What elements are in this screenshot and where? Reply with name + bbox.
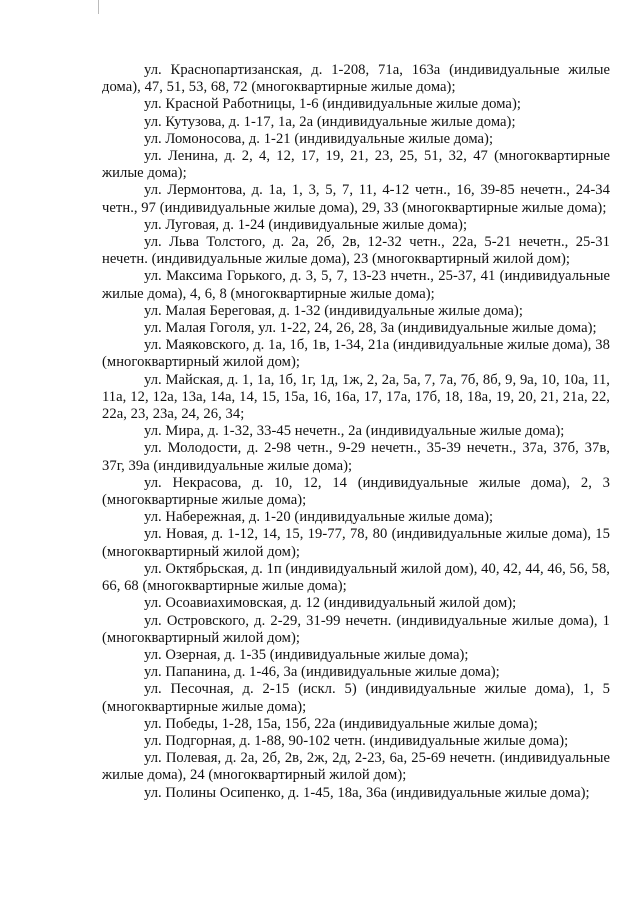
street-entry: ул. Набережная, д. 1-20 (индивидуальные жилые дома);	[144, 509, 494, 526]
street-entry: ул. Льва Толстого, д. 2а, 2б, 2в, 12-32 четн., 22а, 5-21 нечетн., 25-31 нечетн. (индивидуальные жилые дома), 23 (многоквартирный жилой дом);	[102, 234, 610, 268]
document-body	[102, 62, 610, 802]
street-entry: ул. Кутузова, д. 1-17, 1а, 2а (индивидуальные жилые дома);	[144, 113, 516, 130]
street-entry: ул. Ленина, д. 2, 4, 12, 17, 19, 21, 23, 25, 51, 32, 47 (многоквартирные жилые дома);	[102, 148, 610, 182]
street-entry: ул. Краснопартизанская, д. 1-208, 71а, 163а (индивидуальные жилые дома), 47, 51, 53, 68, 72 (многоквартирные жилые дома);	[102, 62, 610, 96]
street-entry: ул. Мира, д. 1-32, 33-45 нечетн., 2а (индивидуальные жилые дома);	[144, 423, 565, 440]
street-entry: ул. Новая, д. 1-12, 14, 15, 19-77, 78, 80 (индивидуальные жилые дома), 15 (многоквартирный жилой дом);	[102, 526, 610, 560]
street-entry: ул. Малая Гоголя, ул. 1-22, 24, 26, 28, 3а (индивидуальные жилые дома);	[144, 320, 597, 337]
street-entry: ул. Островского, д. 2-29, 31-99 нечетн. (индивидуальные жилые дома), 1 (многоквартирный жилой дом);	[102, 612, 610, 646]
street-entry: ул. Луговая, д. 1-24 (индивидуальные жилые дома);	[144, 216, 468, 233]
street-entry: ул. Подгорная, д. 1-88, 90-102 четн. (индивидуальные жилые дома);	[144, 732, 569, 749]
scan-margin-mark	[98, 0, 99, 14]
street-entry: ул. Лермонтова, д. 1а, 1, 3, 5, 7, 11, 4-12 четн., 16, 39-85 нечетн., 24-34 четн., 97 (индивидуальные жилые дома), 29, 33 (многоквартирные жилые дома);	[102, 182, 610, 216]
street-entry: ул. Некрасова, д. 10, 12, 14 (индивидуальные жилые дома), 2, 3 (многоквартирные жилые дома);	[102, 474, 610, 509]
street-entry: ул. Ломоносова, д. 1-21 (индивидуальные жилые дома);	[144, 130, 494, 147]
street-entry: ул. Песочная, д. 2-15 (искл. 5) (индивидуальные жилые дома), 1, 5 (многоквартирные жилые дома);	[102, 681, 610, 715]
street-entry: ул. Красной Работницы, 1-6 (индивидуальные жилые дома);	[144, 96, 521, 113]
street-entry: ул. Маяковского, д. 1а, 1б, 1в, 1-34, 21а (индивидуальные жилые дома), 38 (многоквартирный жилой дом);	[102, 337, 610, 371]
street-entry: ул. Октябрьская, д. 1п (индивидуальный жилой дом), 40, 42, 44, 46, 56, 58, 66, 68 (многоквартирные жилые дома);	[102, 560, 610, 595]
street-entry: ул. Полевая, д. 2а, 2б, 2в, 2ж, 2д, 2-23, 6а, 25-69 нечетн. (индивидуальные жилые дома), 24 (многоквартирный жилой дом);	[102, 750, 610, 784]
street-entry: ул. Озерная, д. 1-35 (индивидуальные жилые дома);	[144, 646, 469, 663]
street-entry: ул. Малая Береговая, д. 1-32 (индивидуальные жилые дома);	[144, 302, 523, 319]
street-entry: ул. Майская, д. 1, 1а, 1б, 1г, 1д, 1ж, 2, 2а, 5а, 7, 7а, 7б, 8б, 9, 9а, 10, 10а, 11, 11а, 12, 12а, 13а, 14а, 14, 15, 15а, 16, 16а, 17, 17а, 17б, 18, 18а, 19, 20, 21, 21а, 22, 22а, 23, 23а, 24, 26, 34;	[102, 371, 610, 423]
street-entry: ул. Полины Осипенко, д. 1-45, 18а, 36а (индивидуальные жилые дома);	[144, 784, 590, 801]
street-entry: ул. Максима Горького, д. 3, 5, 7, 13-23 нчетн., 25-37, 41 (индивидуальные жилые дома), 4, 6, 8 (многоквартирные жилые дома);	[102, 268, 610, 302]
street-entry: ул. Победы, 1-28, 15а, 15б, 22а (индивидуальные жилые дома);	[144, 715, 538, 732]
street-entry: ул. Папанина, д. 1-46, 3а (индивидуальные жилые дома);	[144, 664, 500, 681]
street-entry: ул. Молодости, д. 2-98 четн., 9-29 нечетн., 35-39 нечетн., 37а, 37б, 37в, 37г, 39а (индивидуальные жилые дома);	[102, 440, 610, 474]
street-entry: ул. Осоавиахимовская, д. 12 (индивидуальный жилой дом);	[144, 595, 517, 612]
